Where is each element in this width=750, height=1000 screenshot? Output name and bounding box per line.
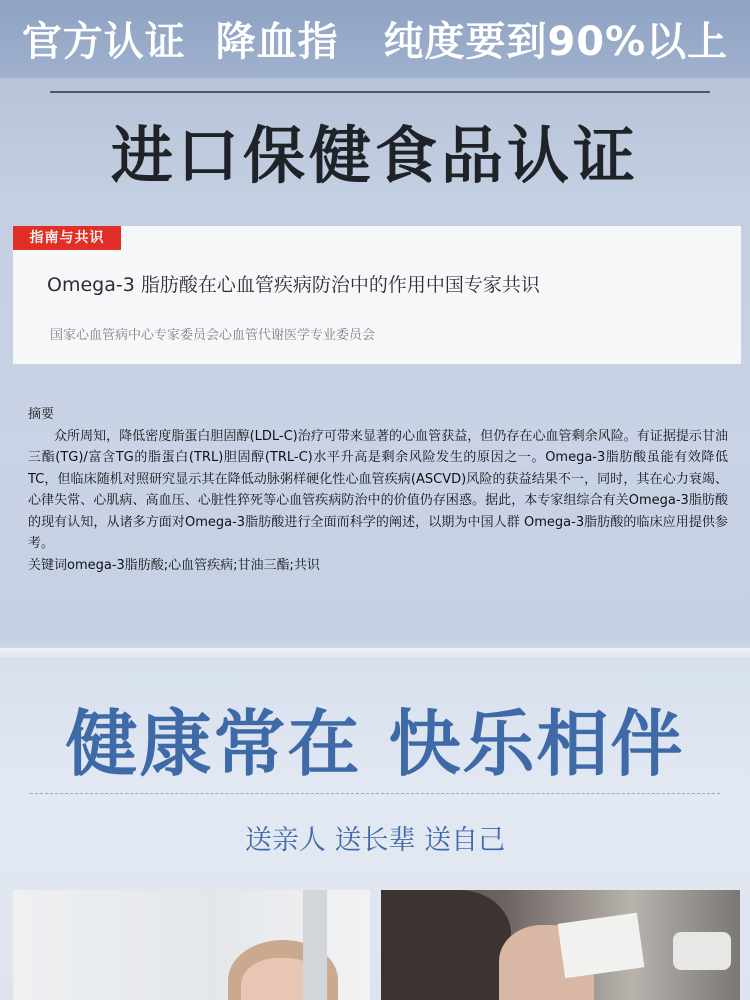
banner-headline: 官方认证 降血指 纯度要到90%以上 — [21, 19, 729, 65]
guideline-tag: 指南与共识 — [13, 226, 121, 250]
main-slogan: 健康常在 快乐相伴 — [65, 702, 685, 786]
woman-dining-photo — [381, 890, 740, 1000]
abstract-body: 众所周知，降低密度脂蛋白胆固醇(LDL-C)治疗可带来显著的心血管获益，但仍存在心血管剩余风险。有证据提示甘油三酯(TG)/富含TG的脂蛋白(TRL)胆固醇(TRL-C)水平升高是剩余风险发生的原因之一。Omega-3脂肪酸虽能有效降低TC，但临床随机对照研究显示其在降低动脉粥样硬化性心血管疾病(ASCVD)风险的获益结果不一，同时，其在心力衰竭、心律失常、心肌病、高血压、心脏性猝死等心血管疾病防治中的价值仍存困惑。据此，本专家组综合有关Omega-3脂肪酸的现有认知，从诸多方面对Omega-3脂肪酸进行全面而科学的阐述，以期为中国人群 Omega-3脂肪酸的临床应用提供参考。 — [28, 428, 728, 551]
abstract-keywords: 关键词omega-3脂肪酸;心血管疾病;甘油三酯;共识 — [28, 557, 320, 573]
abstract-section — [28, 404, 728, 576]
abstract-heading: 摘要 — [28, 407, 55, 422]
food-container-shape — [558, 913, 645, 979]
document-title: Omega-3 脂肪酸在心血管疾病防治中的作用中国专家共识 — [47, 274, 540, 296]
hair-shape — [381, 890, 511, 1000]
top-divider — [50, 91, 710, 93]
sub-slogan: 送亲人 送长辈 送自己 — [244, 825, 506, 856]
hero-title: 进口保健食品认证 — [110, 119, 639, 192]
elderly-woman-photo — [13, 890, 370, 1000]
top-banner — [0, 0, 750, 78]
doorframe-shape — [303, 890, 327, 1000]
document-organization: 国家心血管病中心专家委员会心血管代谢医学专业委员会 — [50, 328, 376, 343]
dish-shape — [673, 932, 731, 970]
dotted-divider — [30, 793, 720, 794]
section-divider — [0, 648, 750, 658]
